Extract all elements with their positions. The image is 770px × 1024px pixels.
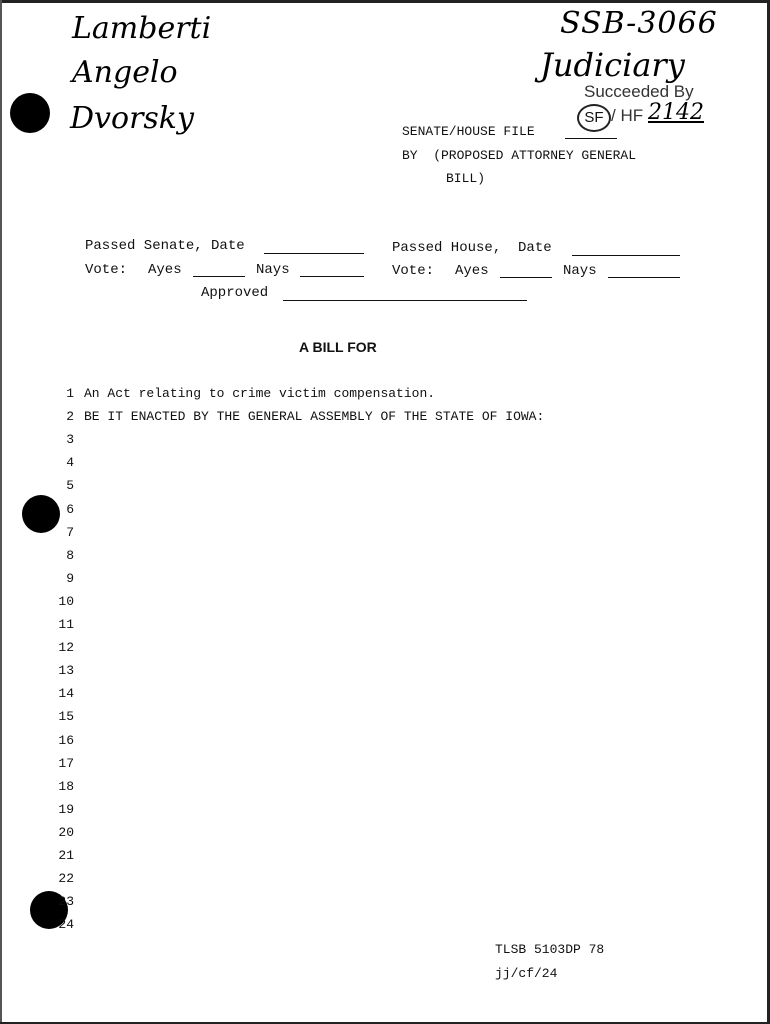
line-number: 21 <box>58 848 74 863</box>
handwritten-name-3: Dvorsky <box>70 101 194 136</box>
line-number: 11 <box>58 617 74 632</box>
approved-label: Approved <box>201 285 269 301</box>
hole-punch-top <box>10 93 50 133</box>
line-number: 16 <box>58 733 74 748</box>
line-number: 15 <box>58 709 74 724</box>
hf-stamp: / HF <box>611 106 644 125</box>
line-number: 6 <box>66 502 74 517</box>
house-vote-label: Vote: <box>392 263 435 279</box>
line-number: 17 <box>58 756 74 771</box>
sf-circled-stamp: SF <box>577 104 611 132</box>
line-number: 2 <box>66 409 74 424</box>
senate-date-blank[interactable] <box>264 253 364 254</box>
house-ayes-label: Ayes <box>455 263 489 279</box>
senate-nays-blank[interactable] <box>300 276 364 277</box>
proposed-by-line: BY (PROPOSED ATTORNEY GENERAL <box>402 148 637 163</box>
line-number: 1 <box>66 386 74 401</box>
line-number: 3 <box>66 432 74 447</box>
line-number: 23 <box>58 894 74 909</box>
file-number-blank <box>565 138 617 139</box>
line-number: 24 <box>58 917 74 932</box>
line-number: 19 <box>58 802 74 817</box>
bill-title: A BILL FOR <box>299 339 377 355</box>
line-number: 13 <box>58 663 74 678</box>
line-number: 10 <box>58 594 74 609</box>
scan-border-top <box>0 0 770 3</box>
proposed-bill-line: BILL) <box>446 171 486 186</box>
succeeded-by-stamp: Succeeded By <box>584 82 694 101</box>
handwritten-committee: Judiciary <box>540 46 685 84</box>
line-number: 18 <box>58 779 74 794</box>
line-text: An Act relating to crime victim compensation. <box>84 386 436 401</box>
house-nays-blank[interactable] <box>608 277 680 278</box>
senate-ayes-label: Ayes <box>148 262 182 278</box>
line-number: 7 <box>66 525 74 540</box>
handwritten-name-2: Angelo <box>72 55 178 90</box>
line-number: 4 <box>66 455 74 470</box>
line-text: BE IT ENACTED BY THE GENERAL ASSEMBLY OF THE STATE OF IOWA: <box>84 409 545 424</box>
handwritten-file-code: SSB-3066 <box>560 6 718 41</box>
line-number: 9 <box>66 571 74 586</box>
drafter-initials: jj/cf/24 <box>495 966 558 981</box>
line-number: 22 <box>58 871 74 886</box>
line-number: 8 <box>66 548 74 563</box>
handwritten-bill-number: 2142 <box>648 100 704 125</box>
house-nays-label: Nays <box>563 263 597 279</box>
passed-senate-label: Passed Senate, Date <box>85 238 245 254</box>
line-number: 12 <box>58 640 74 655</box>
senate-nays-label: Nays <box>256 262 290 278</box>
passed-house-label: Passed House, Date <box>392 240 552 256</box>
house-ayes-blank[interactable] <box>500 277 552 278</box>
house-date-blank[interactable] <box>572 255 680 256</box>
approved-blank[interactable] <box>283 300 527 301</box>
line-number: 20 <box>58 825 74 840</box>
tlsb-code: TLSB 5103DP 78 <box>495 942 605 957</box>
line-number: 5 <box>66 478 74 493</box>
line-number: 14 <box>58 686 74 701</box>
senate-house-file-label: SENATE/HOUSE FILE <box>402 124 535 139</box>
senate-ayes-blank[interactable] <box>193 276 245 277</box>
senate-vote-label: Vote: <box>85 262 128 278</box>
handwritten-name-1: Lamberti <box>72 11 212 46</box>
scan-border-left <box>0 0 2 1024</box>
